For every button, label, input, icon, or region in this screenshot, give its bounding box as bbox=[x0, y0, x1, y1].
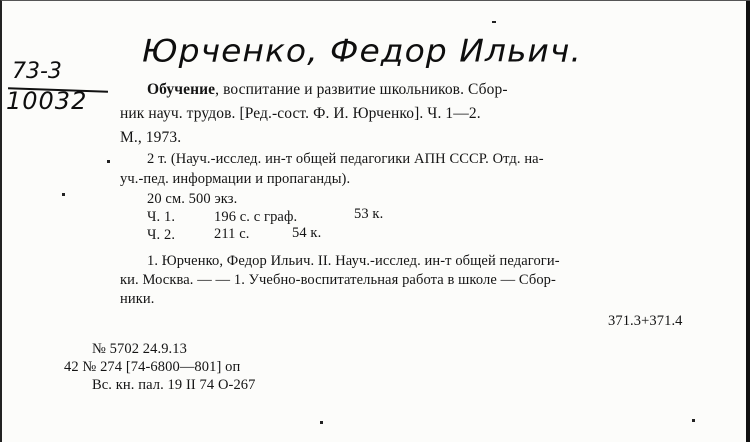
entry-line-6: 20 см. 500 экз. bbox=[147, 191, 238, 207]
entry-line-4: 2 т. (Науч.-исслед. ин-т общей педагогики АПН СССР. Отд. на- bbox=[147, 151, 544, 167]
handwritten-author: Юрченко, Федор Ильич. bbox=[142, 31, 582, 70]
entry-line-2: ник науч. трудов. [Ред.-сост. Ф. И. Юрченко]. Ч. 1—2. bbox=[120, 105, 481, 122]
volume-1-price: 53 к. bbox=[354, 206, 384, 222]
volume-2-price: 54 к. bbox=[292, 225, 322, 241]
handwritten-call-number-top: 73-3 bbox=[12, 59, 62, 84]
speck-mark bbox=[320, 421, 323, 424]
handwritten-call-number-bottom: 10032 bbox=[6, 87, 88, 115]
speck-mark bbox=[492, 21, 496, 23]
volume-2-pages: 211 с. bbox=[214, 226, 250, 242]
speck-mark bbox=[692, 419, 695, 422]
subjects-line-3: ники. bbox=[120, 291, 155, 307]
subjects-line-2: ки. Москва. — — 1. Учебно-воспитательная работа в школе — Сбор- bbox=[120, 272, 556, 288]
footer-line-1: № 5702 24.9.13 bbox=[92, 341, 187, 357]
classification-index: 371.3+371.4 bbox=[608, 313, 683, 329]
entry-line-3: М., 1973. bbox=[120, 129, 182, 146]
entry-title: Обучение bbox=[147, 81, 216, 98]
entry-title-rest: , воспитание и развитие школьников. Сбор- bbox=[215, 81, 508, 98]
subjects-line-1: 1. Юрченко, Федор Ильич. II. Науч.-исслед. ин-т общей педагоги- bbox=[147, 253, 560, 269]
volume-2-name: Ч. 2. bbox=[147, 227, 176, 243]
entry-line-5: уч.-пед. информации и пропаганды). bbox=[120, 171, 351, 187]
entry-line-1 bbox=[147, 81, 508, 99]
footer-line-2: 42 № 274 [74-6800—801] оп bbox=[64, 359, 241, 375]
bullet-mark bbox=[107, 160, 110, 163]
volume-1-name: Ч. 1. bbox=[147, 209, 176, 225]
volume-1-pages: 196 с. с граф. bbox=[214, 209, 298, 225]
footer-line-3: Вс. кн. пал. 19 II 74 О-267 bbox=[92, 377, 256, 393]
speck-mark bbox=[62, 193, 65, 196]
